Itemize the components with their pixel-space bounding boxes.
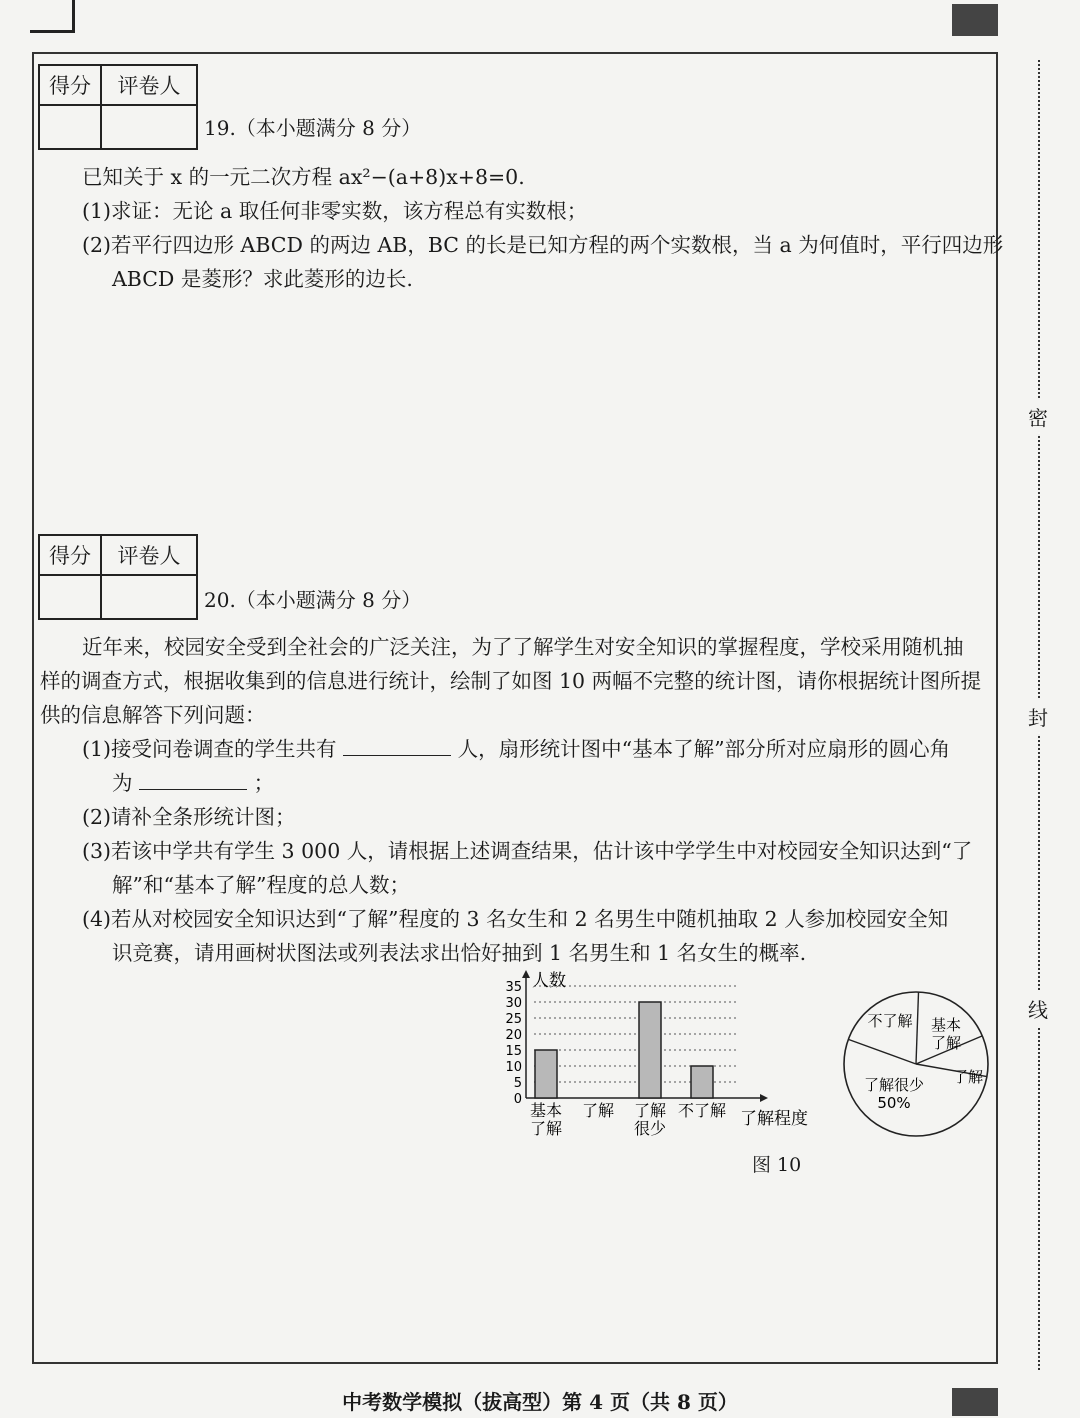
pie-slice-label: 了解: [930, 1034, 962, 1052]
score-label: 得分: [39, 535, 101, 575]
q20-para1: 近年来，校园安全受到全社会的广泛关注，为了了解学生对安全知识的掌握程度，学校采用随机抽: [82, 635, 964, 659]
y-tick-label: 30: [505, 996, 522, 1011]
y-tick-label: 35: [505, 980, 522, 995]
pie-chart: [838, 984, 998, 1144]
grader-input[interactable]: [101, 105, 197, 149]
y-tick-label: 5: [513, 1076, 522, 1091]
q20-part1-end: ；: [253, 771, 275, 795]
bar-chart: [490, 966, 830, 1146]
q20-part3-line1: (3)若该中学共有学生 3 000 人，请根据上述调查结果，估计该中学学生中对校园安全知识达到“了: [82, 839, 973, 863]
category-label: 很少: [633, 1119, 667, 1138]
registration-block-top: [952, 4, 998, 36]
q20-para3: 供的信息解答下列问题：: [40, 703, 266, 727]
page-footer: 中考数学模拟（拔高型）第 4 页（共 8 页）: [342, 1390, 738, 1414]
score-box-q19: [38, 64, 198, 150]
score-box-q20: [38, 534, 198, 620]
q20-part4-line1: (4)若从对校园安全知识达到“了解”程度的 3 名女生和 2 名男生中随机抽取 2 人参加校园安全知: [82, 907, 949, 931]
bar: [639, 1002, 661, 1098]
y-tick-label: 15: [505, 1044, 522, 1059]
score-input[interactable]: [39, 575, 101, 619]
pie-slice-label: 50%: [877, 1094, 911, 1112]
q19-part2-line2: ABCD 是菱形？求此菱形的边长.: [112, 267, 413, 291]
category-label: 了解: [633, 1101, 667, 1120]
pie-slice-label: 了解: [952, 1068, 984, 1086]
grader-label: 评卷人: [101, 535, 197, 575]
q20-para2: 样的调查方式，根据收集到的信息进行统计，绘制了如图 10 两幅不完整的统计图，请你根据统计图所提: [40, 669, 982, 693]
q19-intro: 已知关于 x 的一元二次方程 ax²−(a+8)x+8=0.: [82, 165, 525, 189]
grader-input[interactable]: [101, 575, 197, 619]
category-label: 了解: [529, 1119, 563, 1138]
y-tick-label: 0: [513, 1092, 522, 1107]
seal-char-mi: 密: [1028, 398, 1048, 435]
score-input[interactable]: [39, 105, 101, 149]
y-tick-label: 25: [505, 1012, 522, 1027]
x-axis-arrow: [760, 1094, 768, 1102]
pie-slice-boundary: [916, 992, 919, 1064]
q20-part1-line2: [112, 766, 274, 796]
pie-slice-label: 基本: [930, 1016, 962, 1034]
answer-blank-total[interactable]: [343, 737, 451, 756]
q20-part4-line2: 识竞赛，请用画树状图法或列表法求出恰好抽到 1 名男生和 1 名女生的概率.: [112, 941, 807, 965]
q20-part1-line1: [82, 732, 950, 762]
score-label: 得分: [39, 65, 101, 105]
category-label: 不了解: [677, 1101, 727, 1120]
category-label: 了解: [581, 1101, 615, 1120]
y-axis-arrow: [522, 970, 530, 978]
crop-mark: [30, 0, 75, 33]
figure-caption: 图 10: [752, 1154, 802, 1176]
y-tick-label: 10: [505, 1060, 522, 1075]
q20-part3-line2: 解”和“基本了解”程度的总人数；: [112, 873, 410, 897]
pie-slice-boundary: [848, 1039, 916, 1064]
y-tick-label: 20: [505, 1028, 522, 1043]
pie-slice-label: 了解很少: [863, 1076, 925, 1094]
q20-part1-wei: 为: [112, 771, 133, 795]
q19-part2-line1: (2)若平行四边形 ABCD 的两边 AB，BC 的长是已知方程的两个实数根，当 a 为何值时，平行四边形: [82, 233, 1004, 257]
answer-blank-angle[interactable]: [139, 771, 247, 790]
category-label: 基本: [529, 1101, 563, 1120]
bar: [535, 1050, 557, 1098]
q19-title: 19.（本小题满分 8 分）: [204, 116, 422, 140]
y-axis-label: 人数: [532, 971, 566, 991]
x-axis-label: 了解程度: [740, 1109, 808, 1129]
seal-char-feng: 封: [1028, 698, 1048, 735]
grader-label: 评卷人: [101, 65, 197, 105]
seal-char-xian: 线: [1028, 990, 1048, 1027]
q19-part1: (1)求证：无论 a 取任何非零实数，该方程总有实数根；: [82, 199, 588, 223]
q20-part1-mid: 人，扇形统计图中“基本了解”部分所对应扇形的圆心角: [457, 737, 951, 761]
q20-part1-prefix: (1)接受问卷调查的学生共有: [82, 737, 337, 761]
bar: [691, 1066, 713, 1098]
q20-title: 20.（本小题满分 8 分）: [204, 588, 422, 612]
q20-part2: (2)请补全条形统计图；: [82, 805, 296, 829]
pie-slice-label: 不了解: [867, 1012, 913, 1030]
